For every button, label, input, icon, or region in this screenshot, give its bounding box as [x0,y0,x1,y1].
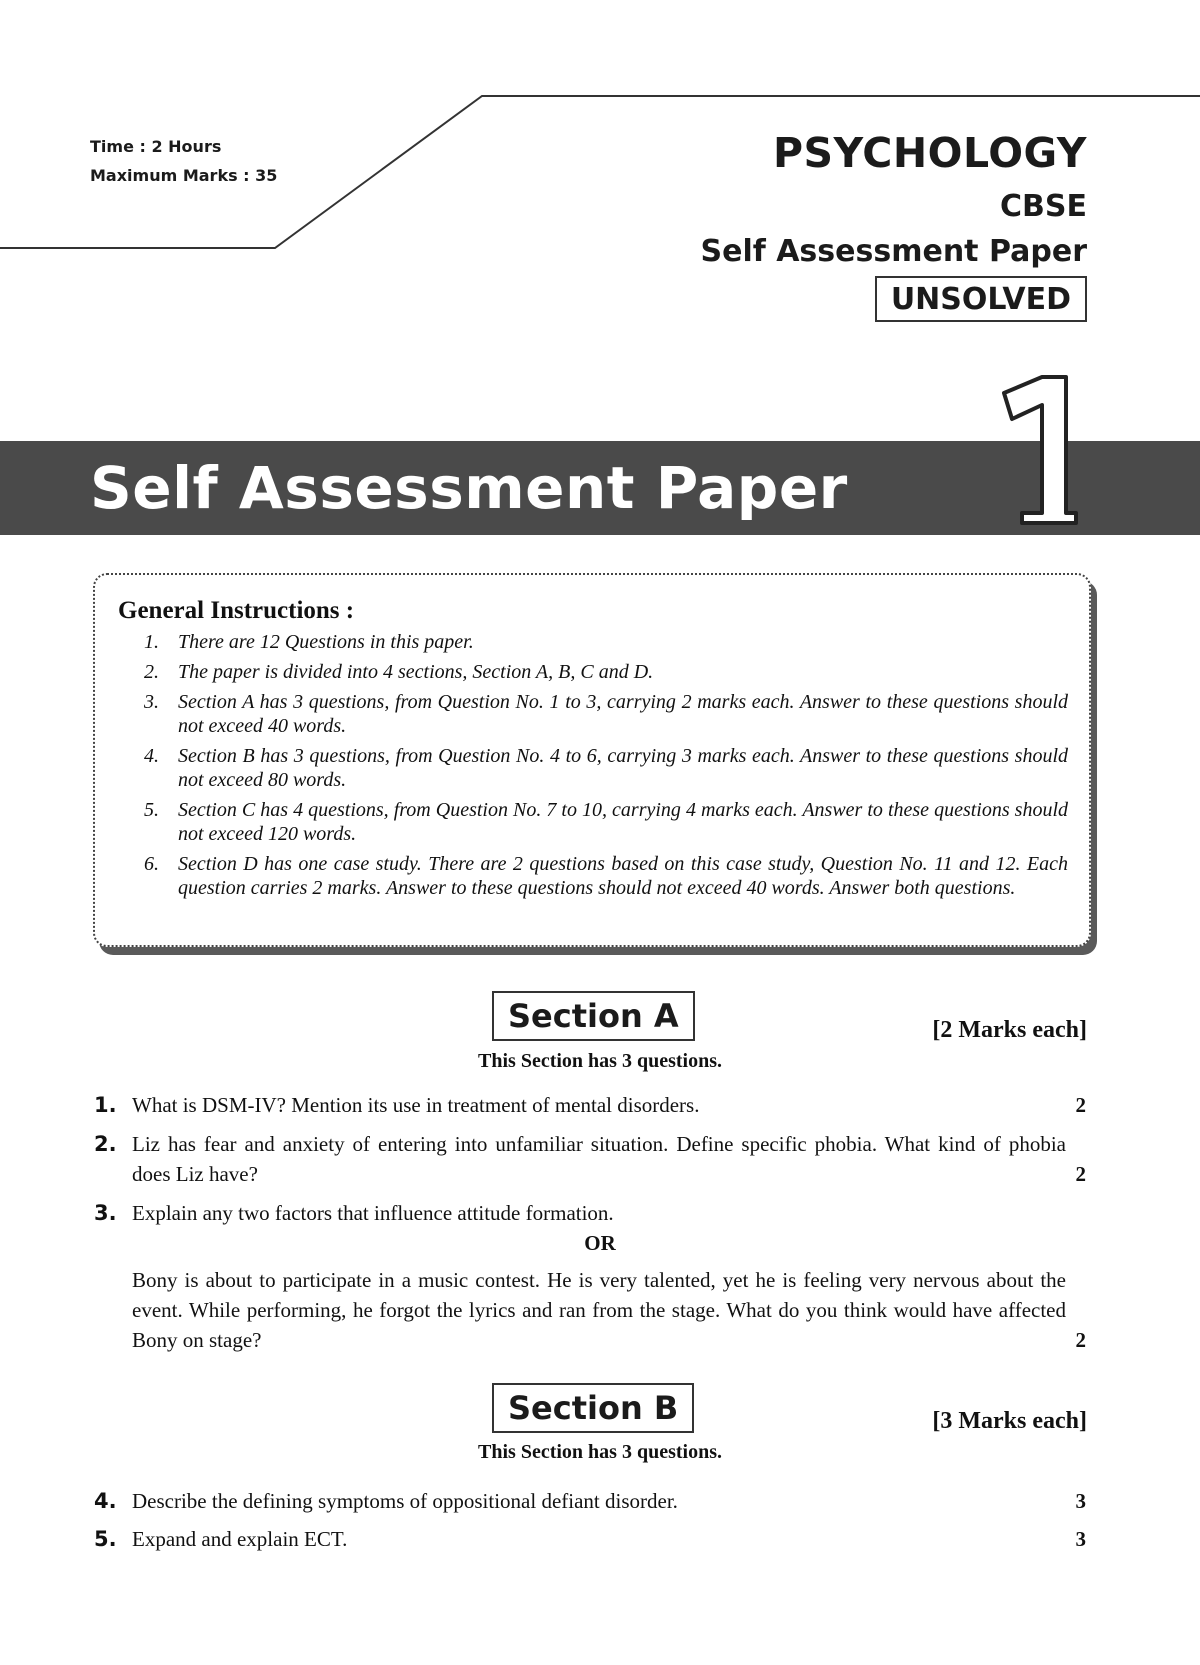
question-text: Bony is about to participate in a music contest. He is very talented, yet he is feeling very nervous about the event. While performing, he forgot the lyrics and ran from the stage. What do you think would have affected Bony on stage? [132,1268,1066,1352]
instructions-list [138,630,1068,906]
question-marks: 2 [1075,1162,1086,1186]
instruction-item [138,690,1068,738]
instruction-number: 2. [144,661,159,683]
instruction-text: There are 12 Questions in this paper. [178,631,474,653]
instruction-item [138,852,1068,900]
instruction-text: Section A has 3 questions, from Question No. 1 to 3, carrying 2 marks each. Answer to these questions should not exceed 40 words. [178,691,1068,737]
instruction-number: 3. [144,691,159,713]
question-text: Describe the defining symptoms of oppositional defiant disorder. [132,1489,678,1513]
question-2 [94,1129,1086,1189]
question-marks: 3 [1075,1489,1086,1513]
instruction-item [138,744,1068,792]
subject-block [700,128,1087,274]
subject-title: PSYCHOLOGY [772,129,1087,177]
instruction-number: 5. [144,799,159,821]
question-marks: 2 [1075,1328,1086,1352]
paper-number-graphic [994,375,1084,525]
section-a-marks: [2 Marks each] [932,1017,1087,1043]
question-1 [94,1090,1086,1120]
question-text: Liz has fear and anxiety of entering into unfamiliar situation. Define specific phobia. What kind of phobia does Liz have? [132,1132,1066,1186]
section-b-subtitle: This Section has 3 questions. [478,1441,722,1463]
question-number: 3. [94,1201,117,1225]
question-text: Explain any two factors that influence attitude formation. [132,1201,614,1225]
instructions-title: General Instructions : [118,597,355,624]
question-3 [94,1198,1086,1228]
question-number: 4. [94,1489,117,1513]
question-marks: 3 [1075,1527,1086,1551]
question-4 [94,1486,1086,1516]
question-text: What is DSM-IV? Mention its use in treatment of mental disorders. [132,1093,700,1117]
question-3-alternative [94,1265,1086,1355]
section-a-title: Section A [492,991,695,1041]
unsolved-badge: UNSOLVED [875,276,1087,322]
section-b-title: Section B [492,1383,694,1433]
question-number: 5. [94,1527,117,1551]
instruction-item [138,630,1068,654]
or-separator: OR [584,1231,616,1255]
instruction-text: The paper is divided into 4 sections, Section A, B, C and D. [178,661,654,683]
question-marks: 2 [1075,1093,1086,1117]
instruction-item [138,660,1068,684]
instruction-item [138,798,1068,846]
paper-type-label: Self Assessment Paper [700,234,1087,269]
instruction-text: Section C has 4 questions, from Question No. 7 to 10, carrying 4 marks each. Answer to these questions should not exceed 120 words. [178,799,1068,845]
max-marks-label: Maximum Marks : 35 [90,166,278,185]
board-label: CBSE [1000,189,1087,224]
instruction-number: 4. [144,745,159,767]
instruction-number: 6. [144,853,159,875]
question-5 [94,1524,1086,1554]
time-label: Time : 2 Hours [90,137,222,156]
question-indent [94,1265,132,1355]
question-text: Expand and explain ECT. [132,1527,348,1551]
question-number: 2. [94,1132,117,1156]
instruction-number: 1. [144,631,159,653]
instruction-text: Section D has one case study. There are 2 questions based on this case study, Question No. 11 and 12. Each question carries 2 marks. Answer to these questions should not exceed 40 words. Answer both questions. [178,853,1068,899]
section-b-marks: [3 Marks each] [932,1408,1087,1434]
banner-title: Self Assessment Paper [90,454,848,522]
section-a-subtitle: This Section has 3 questions. [478,1050,722,1072]
question-number: 1. [94,1093,117,1117]
instruction-text: Section B has 3 questions, from Question No. 4 to 6, carrying 3 marks each. Answer to these questions should not exceed 80 words. [178,745,1068,791]
exam-meta [90,132,277,190]
